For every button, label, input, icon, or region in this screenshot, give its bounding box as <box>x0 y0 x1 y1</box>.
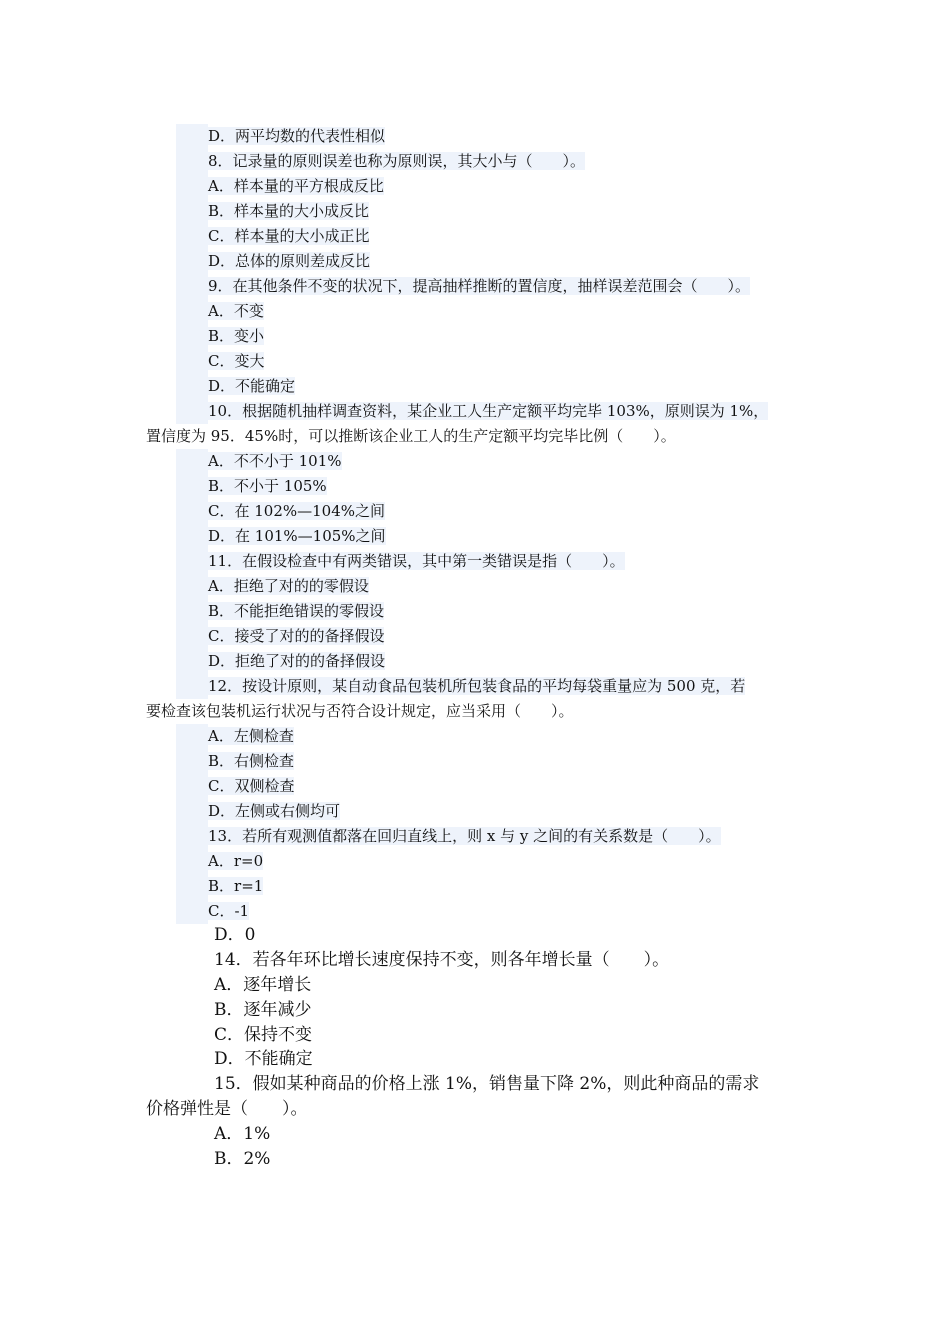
option-line: D．总体的原则差成反比 <box>176 249 370 274</box>
option-line: B．逐年减少 <box>214 1000 312 1020</box>
question-line: 10．根据随机抽样调查资料，某企业工人生产定额平均完毕 103%，原则误为 1%， <box>176 399 768 424</box>
option-line: A．1% <box>214 1124 271 1144</box>
question-line: 9．在其他条件不变的状况下，提高抽样推断的置信度，抽样误差范围会（ ）。 <box>176 274 750 299</box>
option-line: C．接受了对的的备择假设 <box>176 624 384 649</box>
option-line: C．变大 <box>176 349 264 374</box>
option-line: D．不能确定 <box>176 374 295 399</box>
question-line: 8．记录量的原则误差也称为原则误，其大小与（ ）。 <box>176 149 585 174</box>
question-line: 12．按设计原则，某自动食品包装机所包装食品的平均每袋重量应为 500 克，若 <box>176 674 745 699</box>
option-line: A．不变 <box>176 299 264 324</box>
option-line: A．左侧检查 <box>176 724 294 749</box>
question-line-continued: 要检查该包装机运行状况与否符合设计规定，应当采用（ ）。 <box>146 702 574 720</box>
option-line: D．两平均数的代表性相似 <box>176 124 385 149</box>
option-line: B．变小 <box>176 324 264 349</box>
option-line: B．不能拒绝错误的零假设 <box>176 599 384 624</box>
option-line: B．2% <box>214 1149 271 1169</box>
option-line: A．不不小于 101% <box>176 449 342 474</box>
question-line-continued: 置信度为 95．45%时，可以推断该企业工人的生产定额平均完毕比例（ ）。 <box>146 427 676 445</box>
question-line: 15．假如某种商品的价格上涨 1%，销售量下降 2%，则此种商品的需求 <box>214 1074 760 1094</box>
option-line: B．样本量的大小成反比 <box>176 199 369 224</box>
option-line: D．左侧或右侧均可 <box>176 799 340 824</box>
option-line: D．0 <box>214 925 256 945</box>
option-line: D．不能确定 <box>214 1049 313 1069</box>
question-line: 13．若所有观测值都落在回归直线上，则 x 与 y 之间的有关系数是（ ）。 <box>176 824 721 849</box>
option-line: D．在 101%—105%之间 <box>176 524 386 549</box>
option-line: D．拒绝了对的的备择假设 <box>176 649 385 674</box>
option-line: A．r=0 <box>176 849 263 874</box>
option-line: B．r=1 <box>176 874 263 899</box>
option-line: B．不小于 105% <box>176 474 327 499</box>
option-line: A．样本量的平方根成反比 <box>176 174 384 199</box>
option-line: C．-1 <box>176 899 249 924</box>
question-line-continued: 价格弹性是（ ）。 <box>146 1099 308 1119</box>
question-line: 11．在假设检查中有两类错误，其中第一类错误是指（ ）。 <box>176 549 625 574</box>
option-line: C．在 102%—104%之间 <box>176 499 385 524</box>
option-line: A．拒绝了对的的零假设 <box>176 574 369 599</box>
option-line: C．保持不变 <box>214 1025 313 1045</box>
option-line: C．样本量的大小成正比 <box>176 224 369 249</box>
question-line: 14．若各年环比增长速度保持不变，则各年增长量（ ）。 <box>214 950 670 970</box>
option-line: A．逐年增长 <box>214 975 312 995</box>
option-line: C．双侧检查 <box>176 774 294 799</box>
option-line: B．右侧检查 <box>176 749 294 774</box>
